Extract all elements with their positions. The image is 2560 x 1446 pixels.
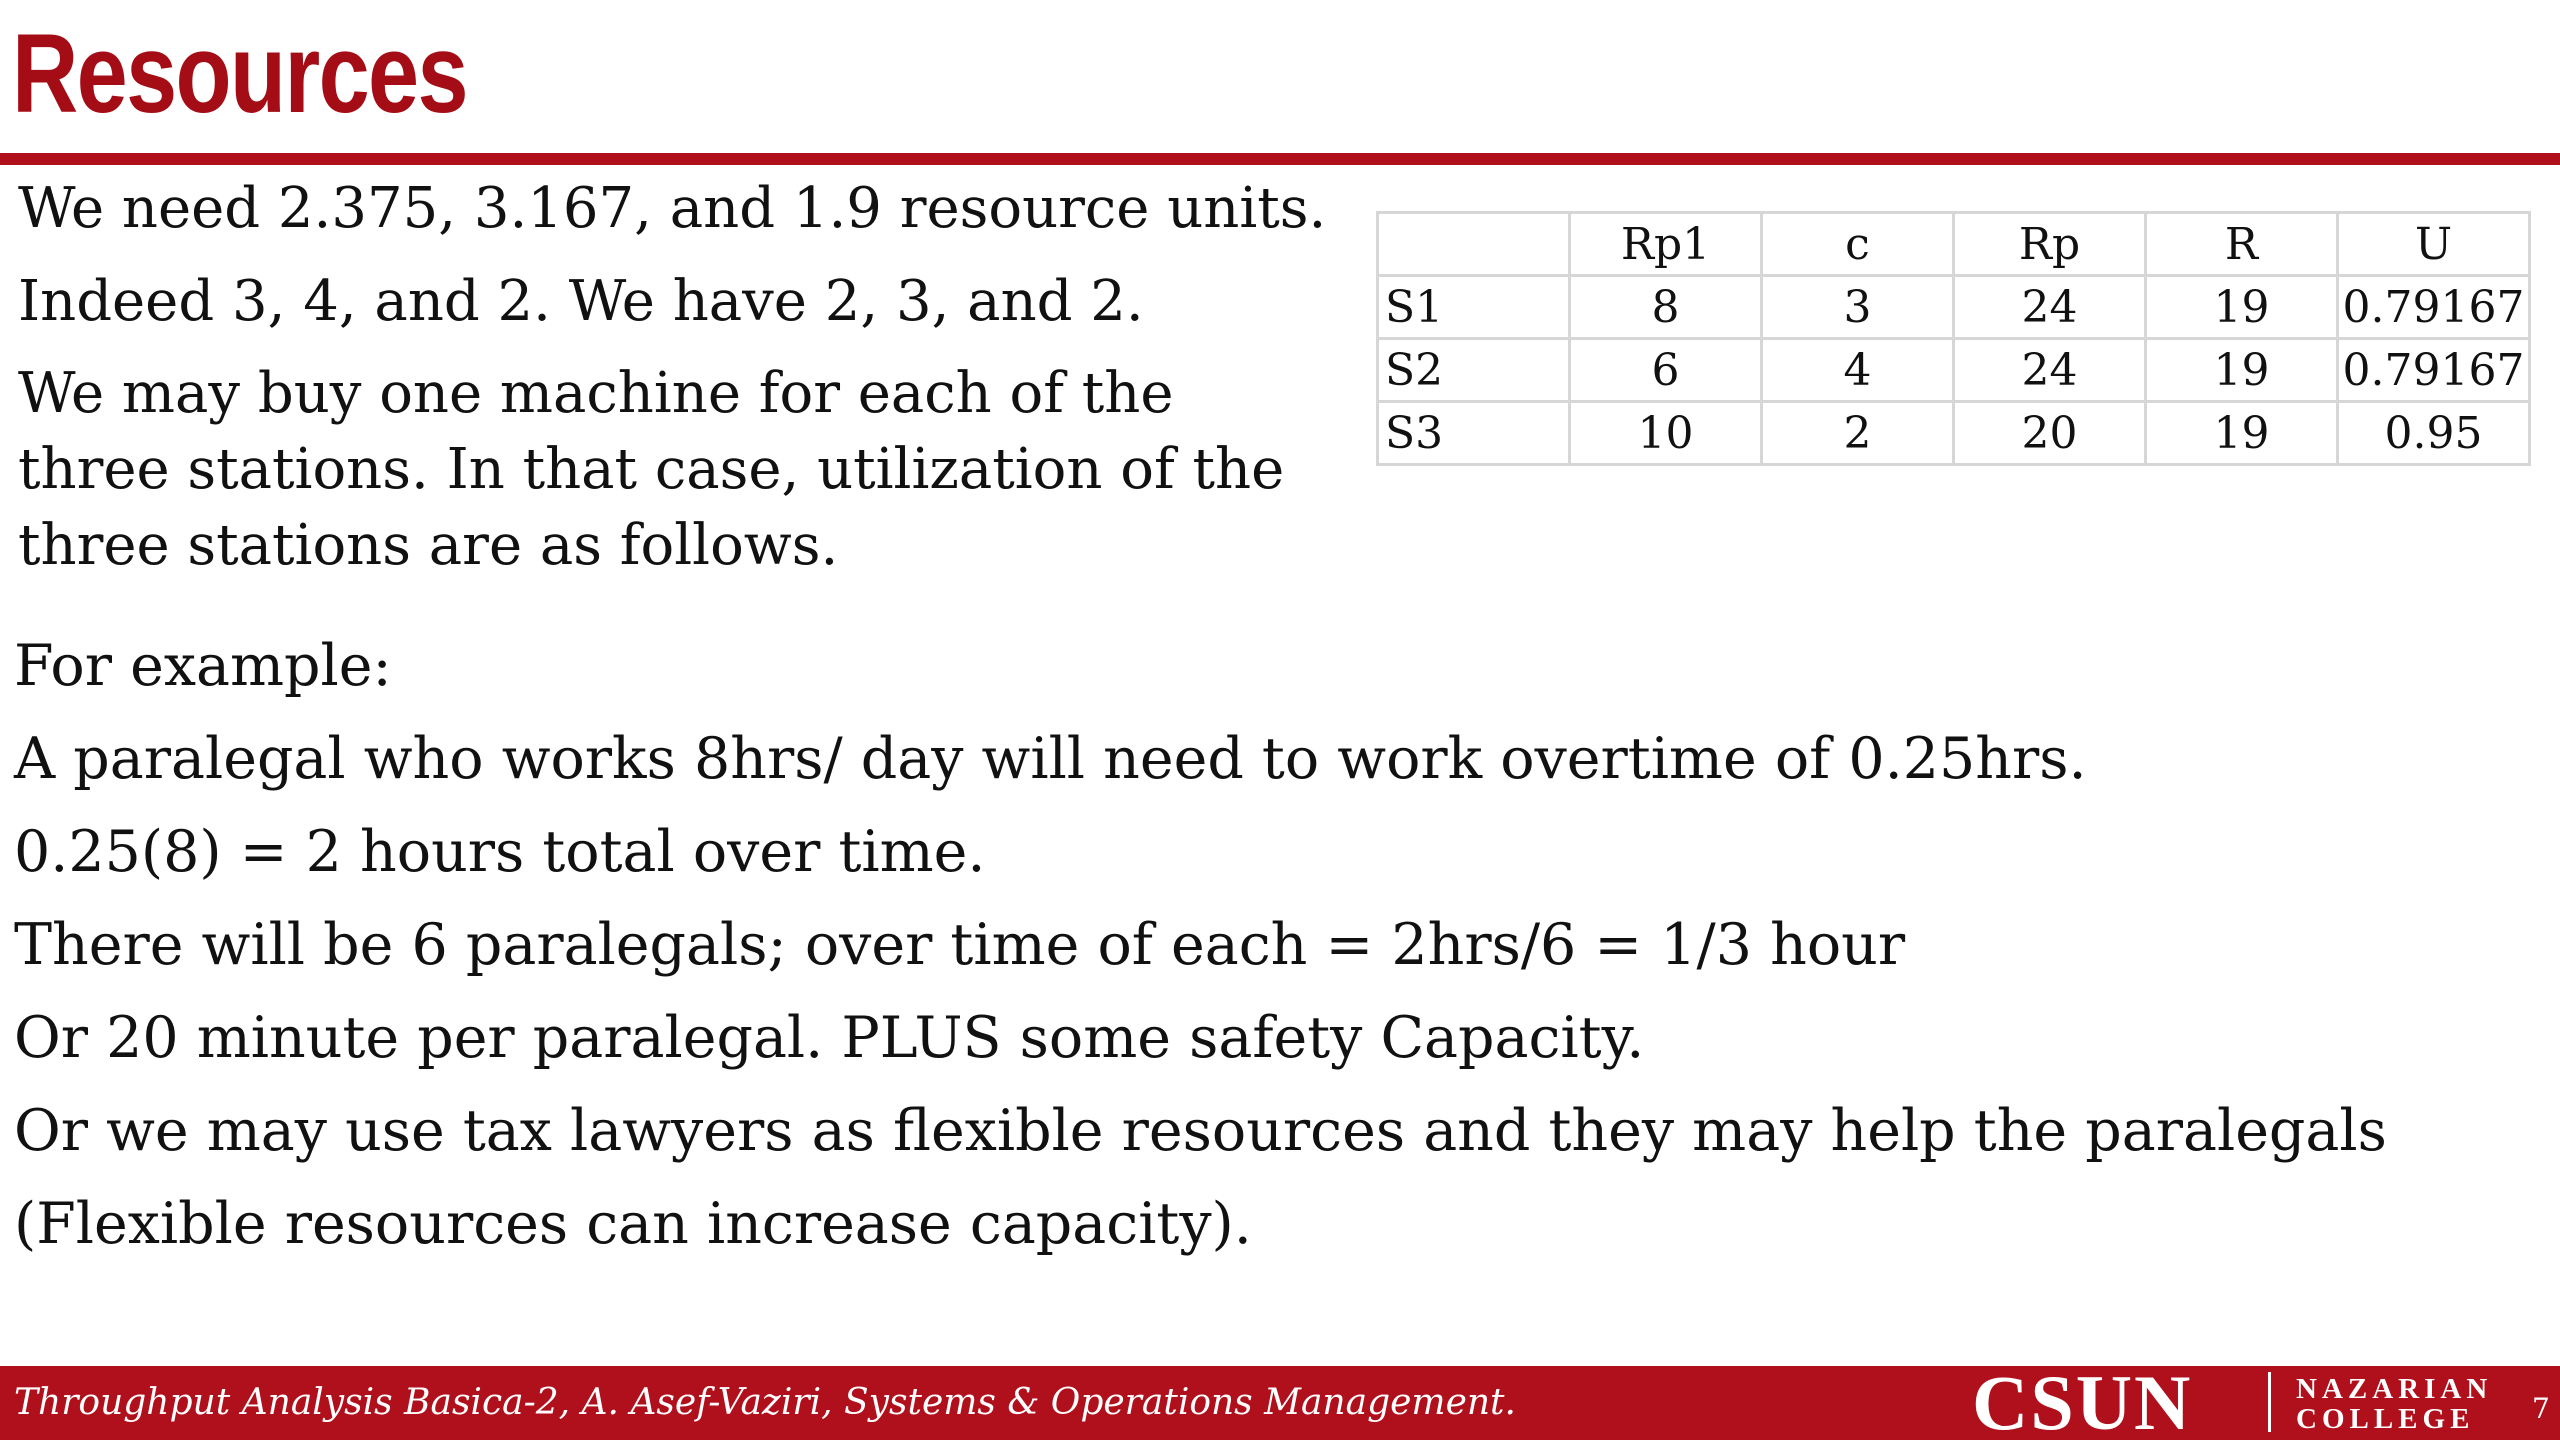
table-cell: S2 (1378, 339, 1570, 402)
table-header-cell: c (1762, 213, 1954, 276)
table-header-cell: Rp (1954, 213, 2146, 276)
table-row (1378, 339, 2530, 402)
table-cell: 2 (1762, 402, 1954, 465)
utilization-table (1376, 211, 2531, 466)
table-cell: 24 (1954, 276, 2146, 339)
table-row (1378, 276, 2530, 339)
footer-citation: Throughput Analysis Basica-2, A. Asef-Vaziri, Systems & Operations Management. (14, 1382, 1516, 1423)
page-title: Resources (12, 11, 467, 136)
college-name-line: NAZARIAN (2296, 1373, 2493, 1405)
example-line: Or we may use tax lawyers as flexible resources and they may help the paralegals (14, 1098, 2387, 1164)
table-header-cell: Rp1 (1570, 213, 1762, 276)
intro-paragraph: We may buy one machine for each of the three stations. In that case, utilization of the three stations are as follows. (18, 361, 1285, 578)
table-cell: 19 (2146, 276, 2338, 339)
example-line: (Flexible resources can increase capacity). (14, 1191, 1252, 1257)
table-header-cell: R (2146, 213, 2338, 276)
table-header-cell (1378, 213, 1570, 276)
table-cell: 0.95 (2338, 402, 2530, 465)
csun-logo: CSUN (1972, 1359, 2193, 1446)
footer-bar (0, 1359, 2560, 1446)
intro-line: Indeed 3, 4, and 2. We have 2, 3, and 2. (18, 269, 1144, 334)
table-cell: 0.79167 (2338, 276, 2530, 339)
intro-text (18, 170, 1358, 599)
page-number: 7 (2532, 1392, 2550, 1425)
intro-line: We need 2.375, 3.167, and 1.9 resource units. (18, 176, 1327, 241)
table-header-row (1378, 213, 2530, 276)
table-cell: S3 (1378, 402, 1570, 465)
example-line: A paralegal who works 8hrs/ day will need to work overtime of 0.25hrs. (14, 726, 2087, 792)
example-line: There will be 6 paralegals; over time of each = 2hrs/6 = 1/3 hour (14, 912, 1906, 978)
table-header-cell: U (2338, 213, 2530, 276)
title-divider (0, 153, 2560, 165)
table-cell: S1 (1378, 276, 1570, 339)
table-cell: 4 (1762, 339, 1954, 402)
example-line: 0.25(8) = 2 hours total over time. (14, 819, 986, 885)
table-cell: 10 (1570, 402, 1762, 465)
table-cell: 3 (1762, 276, 1954, 339)
college-name-line: COLLEGE (2296, 1403, 2475, 1435)
table-cell: 24 (1954, 339, 2146, 402)
logo-divider (2268, 1372, 2271, 1432)
table-cell: 6 (1570, 339, 1762, 402)
example-line: For example: (14, 633, 392, 699)
example-text (14, 620, 2534, 1271)
college-name (2296, 1374, 2492, 1434)
table-row (1378, 402, 2530, 465)
table-cell: 20 (1954, 402, 2146, 465)
table-cell: 19 (2146, 339, 2338, 402)
table-cell: 0.79167 (2338, 339, 2530, 402)
table-cell: 19 (2146, 402, 2338, 465)
example-line: Or 20 minute per paralegal. PLUS some safety Capacity. (14, 1005, 1645, 1071)
table-cell: 8 (1570, 276, 1762, 339)
